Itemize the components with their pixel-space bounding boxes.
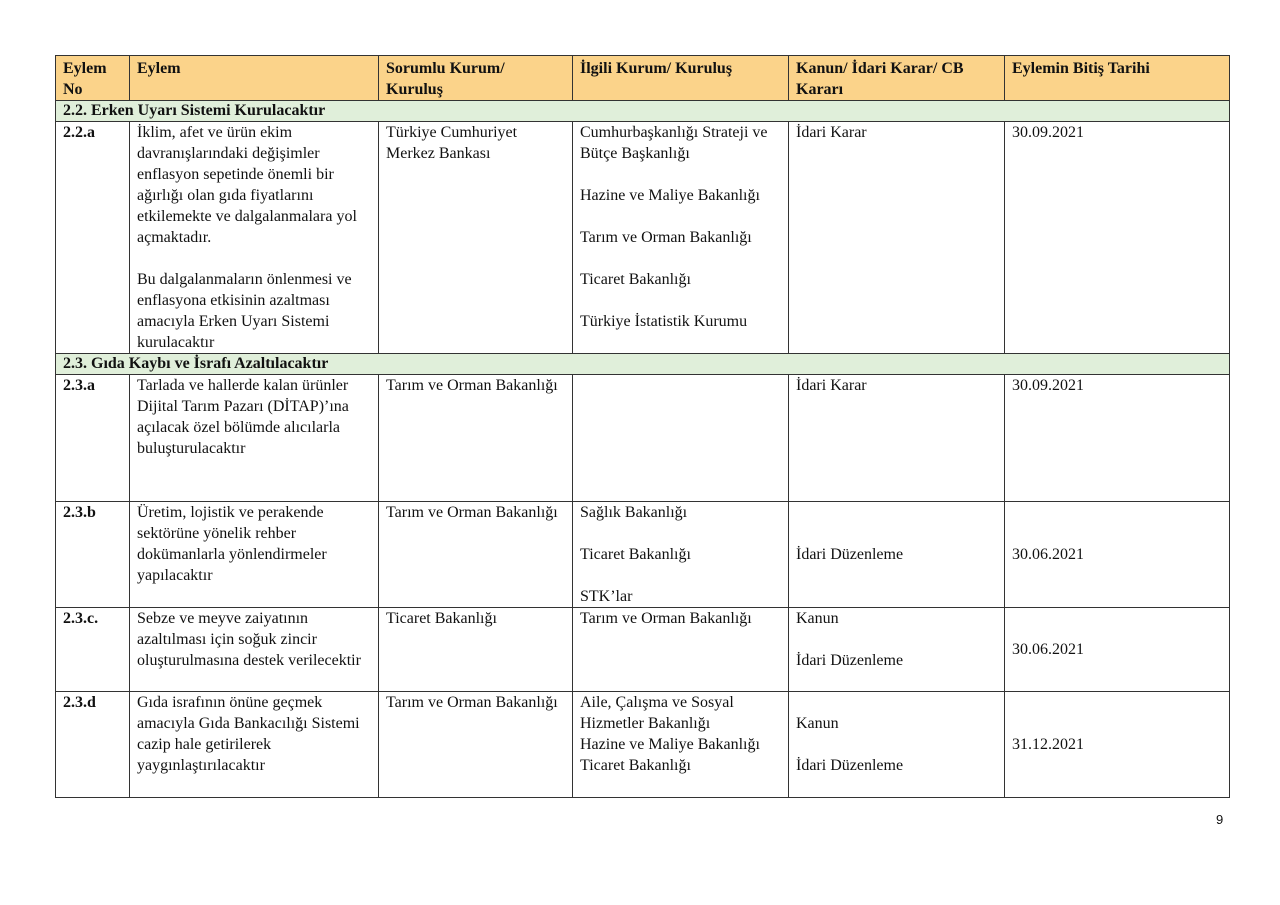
end-date-cell: 30.09.2021 — [1005, 122, 1230, 354]
legal-cell: Kanun İdari Düzenleme — [789, 608, 1005, 692]
action-cell: Sebze ve meyve zaiyatının azaltılması için soğuk zincir oluşturulmasına destek verilecektir — [130, 608, 379, 692]
page-number: 9 — [1216, 812, 1224, 827]
related-cell: Tarım ve Orman Bakanlığı — [573, 608, 789, 692]
table-header-row — [56, 56, 1230, 101]
legal-cell: İdari Düzenleme — [789, 502, 1005, 608]
table-row — [56, 375, 1230, 502]
action-no-cell: 2.3.d — [56, 692, 130, 798]
end-date-cell: 30.06.2021 — [1005, 502, 1230, 608]
action-cell: Tarlada ve hallerde kalan ürünler Dijital Tarım Pazarı (DİTAP)’ına açılacak özel bölümde alıcılarla buluşturulacaktır — [130, 375, 379, 502]
related-cell: Sağlık Bakanlığı Ticaret Bakanlığı STK’lar — [573, 502, 789, 608]
header-legal: Kanun/ İdari Karar/ CB Kararı — [789, 56, 1005, 101]
related-cell: Cumhurbaşkanlığı Strateji ve Bütçe Başkanlığı Hazine ve Maliye Bakanlığı Tarım ve Orman Bakanlığı Ticaret Bakanlığı Türkiye İstatistik Kurumu — [573, 122, 789, 354]
header-action-no: Eylem No — [56, 56, 130, 101]
responsible-cell: Türkiye Cumhuriyet Merkez Bankası — [379, 122, 573, 354]
section-title: 2.3. Gıda Kaybı ve İsrafı Azaltılacaktır — [56, 354, 1230, 375]
responsible-cell: Tarım ve Orman Bakanlığı — [379, 375, 573, 502]
responsible-cell: Ticaret Bakanlığı — [379, 608, 573, 692]
header-action: Eylem — [130, 56, 379, 101]
responsible-cell: Tarım ve Orman Bakanlığı — [379, 692, 573, 798]
section-title: 2.2. Erken Uyarı Sistemi Kurulacaktır — [56, 101, 1230, 122]
header-end-date: Eylemin Bitiş Tarihi — [1005, 56, 1230, 101]
end-date-cell: 30.09.2021 — [1005, 375, 1230, 502]
end-date-cell: 31.12.2021 — [1005, 692, 1230, 798]
table-row — [56, 692, 1230, 798]
section-row — [56, 354, 1230, 375]
action-no-cell: 2.3.b — [56, 502, 130, 608]
responsible-cell: Tarım ve Orman Bakanlığı — [379, 502, 573, 608]
section-row — [56, 101, 1230, 122]
legal-cell: İdari Karar — [789, 122, 1005, 354]
end-date-cell: 30.06.2021 — [1005, 608, 1230, 692]
action-cell: İklim, afet ve ürün ekim davranışlarındaki değişimler enflasyon sepetinde önemli bir ağırlığı olan gıda fiyatlarını etkilemekte ve dalgalanmalara yol açmaktadır. Bu dalgalanmaların önlenmesi ve enflasyona etkisinin azaltması amacıyla Erken Uyarı Sistemi kurulacaktır — [130, 122, 379, 354]
action-no-cell: 2.3.c. — [56, 608, 130, 692]
action-no-cell: 2.3.a — [56, 375, 130, 502]
table-row — [56, 502, 1230, 608]
legal-cell: İdari Karar — [789, 375, 1005, 502]
legal-cell: Kanun İdari Düzenleme — [789, 692, 1005, 798]
action-cell: Gıda israfının önüne geçmek amacıyla Gıda Bankacılığı Sistemi cazip hale getirilerek yaygınlaştırılacaktır — [130, 692, 379, 798]
action-plan-table — [55, 55, 1230, 798]
table-row — [56, 608, 1230, 692]
table-row — [56, 122, 1230, 354]
action-cell: Üretim, lojistik ve perakende sektörüne yönelik rehber dokümanlarla yönlendirmeler yapılacaktır — [130, 502, 379, 608]
related-cell — [573, 375, 789, 502]
action-no-cell: 2.2.a — [56, 122, 130, 354]
related-cell: Aile, Çalışma ve Sosyal Hizmetler Bakanlığı Hazine ve Maliye Bakanlığı Ticaret Bakanlığı — [573, 692, 789, 798]
header-responsible: Sorumlu Kurum/ Kuruluş — [379, 56, 573, 101]
header-related: İlgili Kurum/ Kuruluş — [573, 56, 789, 101]
